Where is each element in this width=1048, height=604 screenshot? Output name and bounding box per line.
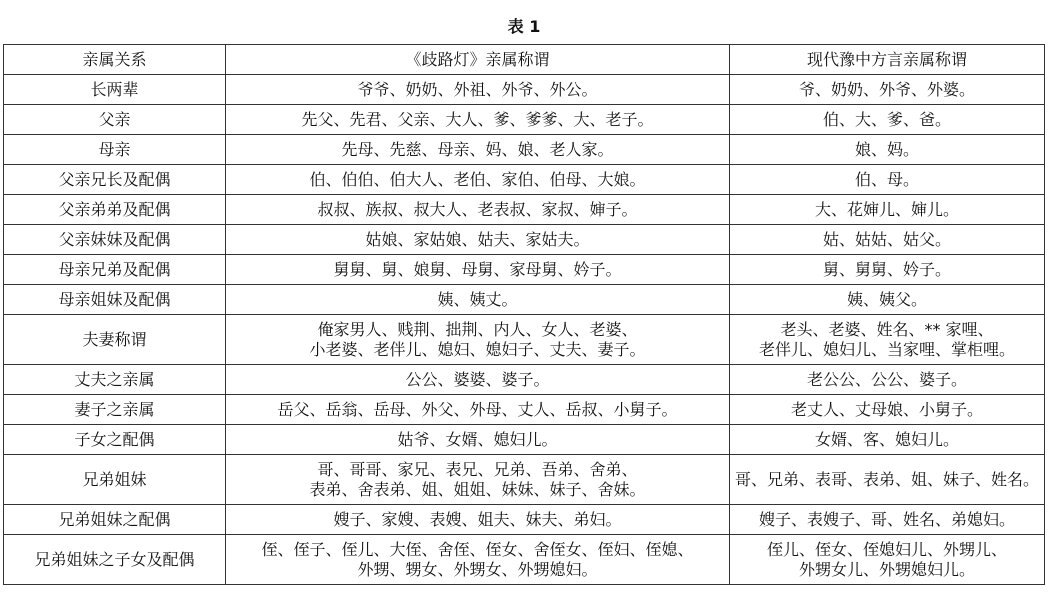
header-modern: 现代豫中方言亲属称谓 xyxy=(730,45,1045,75)
qiludeng-cell xyxy=(226,285,730,315)
qiludeng-cell xyxy=(226,225,730,255)
qiludeng-cell xyxy=(226,455,730,505)
modern-cell xyxy=(730,425,1045,455)
modern-cell xyxy=(730,75,1045,105)
table-row xyxy=(4,365,1045,395)
relation-cell: 父亲弟弟及配偶 xyxy=(4,195,226,225)
modern-line: 女婿、客、媳妇儿。 xyxy=(814,429,959,449)
relation-cell: 兄弟姐妹之配偶 xyxy=(4,505,226,535)
modern-line: 老头、老婆、姓名、** 家哩、 xyxy=(780,319,994,339)
table-row xyxy=(4,255,1045,285)
qiludeng-line: 姑娘、家姑娘、姑夫、家姑夫。 xyxy=(365,229,590,249)
qiludeng-line: 外甥、甥女、外甥女、外甥媳妇。 xyxy=(357,559,598,579)
modern-line: 老丈人、丈母娘、小舅子。 xyxy=(790,399,983,419)
relation-cell: 父亲兄长及配偶 xyxy=(4,165,226,195)
table-row xyxy=(4,165,1045,195)
relation-cell: 母亲兄弟及配偶 xyxy=(4,255,226,285)
modern-cell xyxy=(730,255,1045,285)
table-row xyxy=(4,105,1045,135)
qiludeng-line: 舅舅、舅、娘舅、母舅、家母舅、妗子。 xyxy=(333,259,622,279)
qiludeng-cell xyxy=(226,165,730,195)
modern-cell xyxy=(730,365,1045,395)
header-row xyxy=(4,45,1045,75)
qiludeng-line: 侄、侄子、侄儿、大侄、舍侄、侄女、舍侄女、侄妇、侄媳、 xyxy=(261,539,694,559)
relation-cell: 夫妻称谓 xyxy=(4,315,226,365)
modern-cell xyxy=(730,225,1045,255)
qiludeng-cell xyxy=(226,395,730,425)
modern-cell xyxy=(730,285,1045,315)
table-row xyxy=(4,505,1045,535)
header-relation: 亲属关系 xyxy=(4,45,226,75)
relation-cell: 兄弟姐妹之子女及配偶 xyxy=(4,535,226,585)
modern-cell xyxy=(730,455,1045,505)
table-row xyxy=(4,195,1045,225)
relation-cell: 丈夫之亲属 xyxy=(4,365,226,395)
modern-line: 爷、奶奶、外爷、外婆。 xyxy=(798,79,975,99)
qiludeng-line: 岳父、岳翁、岳母、外父、外母、丈人、岳叔、小舅子。 xyxy=(277,399,678,419)
modern-line: 娘、妈。 xyxy=(854,139,919,159)
table-row xyxy=(4,535,1045,585)
qiludeng-line: 先母、先慈、母亲、妈、娘、老人家。 xyxy=(341,139,614,159)
modern-line: 嫂子、表嫂子、哥、姓名、弟媳妇。 xyxy=(758,509,1015,529)
modern-cell xyxy=(730,165,1045,195)
modern-line: 姑、姑姑、姑父。 xyxy=(822,229,951,249)
qiludeng-cell xyxy=(226,505,730,535)
qiludeng-line: 爷爷、奶奶、外祖、外爷、外公。 xyxy=(357,79,598,99)
header-qiludeng: 《歧路灯》亲属称谓 xyxy=(226,45,730,75)
table-row xyxy=(4,315,1045,365)
relation-cell: 长两辈 xyxy=(4,75,226,105)
modern-cell xyxy=(730,535,1045,585)
modern-cell xyxy=(730,195,1045,225)
modern-line: 姨、姨父。 xyxy=(846,289,927,309)
table-row xyxy=(4,135,1045,165)
modern-line: 舅、舅舅、妗子。 xyxy=(822,259,951,279)
qiludeng-cell xyxy=(226,535,730,585)
relation-cell: 子女之配偶 xyxy=(4,425,226,455)
qiludeng-cell xyxy=(226,425,730,455)
table-row xyxy=(4,425,1045,455)
qiludeng-line: 公公、婆婆、婆子。 xyxy=(405,369,550,389)
relation-cell: 母亲 xyxy=(4,135,226,165)
modern-line: 老伴儿、媳妇儿、当家哩、掌柜哩。 xyxy=(758,339,1015,359)
modern-cell xyxy=(730,315,1045,365)
qiludeng-line: 伯、伯伯、伯大人、老伯、家伯、伯母、大娘。 xyxy=(309,169,646,189)
modern-line: 外甥女儿、外甥媳妇儿。 xyxy=(798,559,975,579)
kinship-table xyxy=(3,44,1045,585)
modern-cell xyxy=(730,105,1045,135)
table-row xyxy=(4,455,1045,505)
table-row xyxy=(4,225,1045,255)
table-row xyxy=(4,75,1045,105)
modern-line: 侄儿、侄女、侄媳妇儿、外甥儿、 xyxy=(766,539,1007,559)
qiludeng-line: 姑爷、女婿、媳妇儿。 xyxy=(397,429,558,449)
qiludeng-cell xyxy=(226,365,730,395)
relation-cell: 妻子之亲属 xyxy=(4,395,226,425)
qiludeng-line: 姨、姨丈。 xyxy=(437,289,518,309)
qiludeng-line: 嫂子、家嫂、表嫂、姐夫、妹夫、弟妇。 xyxy=(333,509,622,529)
relation-cell: 母亲姐妹及配偶 xyxy=(4,285,226,315)
qiludeng-cell xyxy=(226,315,730,365)
table-caption: 表 1 xyxy=(507,17,541,36)
qiludeng-cell xyxy=(226,195,730,225)
qiludeng-cell xyxy=(226,255,730,285)
qiludeng-line: 表弟、舍表弟、姐、姐姐、妹妹、妹子、舍妹。 xyxy=(309,479,646,499)
qiludeng-line: 哥、哥哥、家兄、表兄、兄弟、吾弟、舍弟、 xyxy=(317,459,638,479)
relation-cell: 父亲 xyxy=(4,105,226,135)
relation-cell: 兄弟姐妹 xyxy=(4,455,226,505)
qiludeng-cell xyxy=(226,105,730,135)
qiludeng-line: 先父、先君、父亲、大人、爹、爹爹、大、老子。 xyxy=(301,109,654,129)
qiludeng-cell xyxy=(226,135,730,165)
modern-line: 大、花婶儿、婶儿。 xyxy=(814,199,959,219)
table-row xyxy=(4,285,1045,315)
qiludeng-line: 小老婆、老伴儿、媳妇、媳妇子、丈夫、妻子。 xyxy=(309,339,646,359)
modern-cell xyxy=(730,135,1045,165)
qiludeng-line: 叔叔、族叔、叔大人、老表叔、家叔、婶子。 xyxy=(317,199,638,219)
modern-line: 伯、母。 xyxy=(854,169,919,189)
relation-cell: 父亲妹妹及配偶 xyxy=(4,225,226,255)
modern-line: 哥、兄弟、表哥、表弟、姐、妹子、姓名。 xyxy=(734,469,1039,489)
qiludeng-cell xyxy=(226,75,730,105)
modern-line: 老公公、公公、婆子。 xyxy=(806,369,967,389)
modern-cell xyxy=(730,505,1045,535)
qiludeng-line: 俺家男人、贱荆、拙荆、内人、女人、老婆、 xyxy=(317,319,638,339)
table-row xyxy=(4,395,1045,425)
modern-cell xyxy=(730,395,1045,425)
modern-line: 伯、大、爹、爸。 xyxy=(822,109,951,129)
